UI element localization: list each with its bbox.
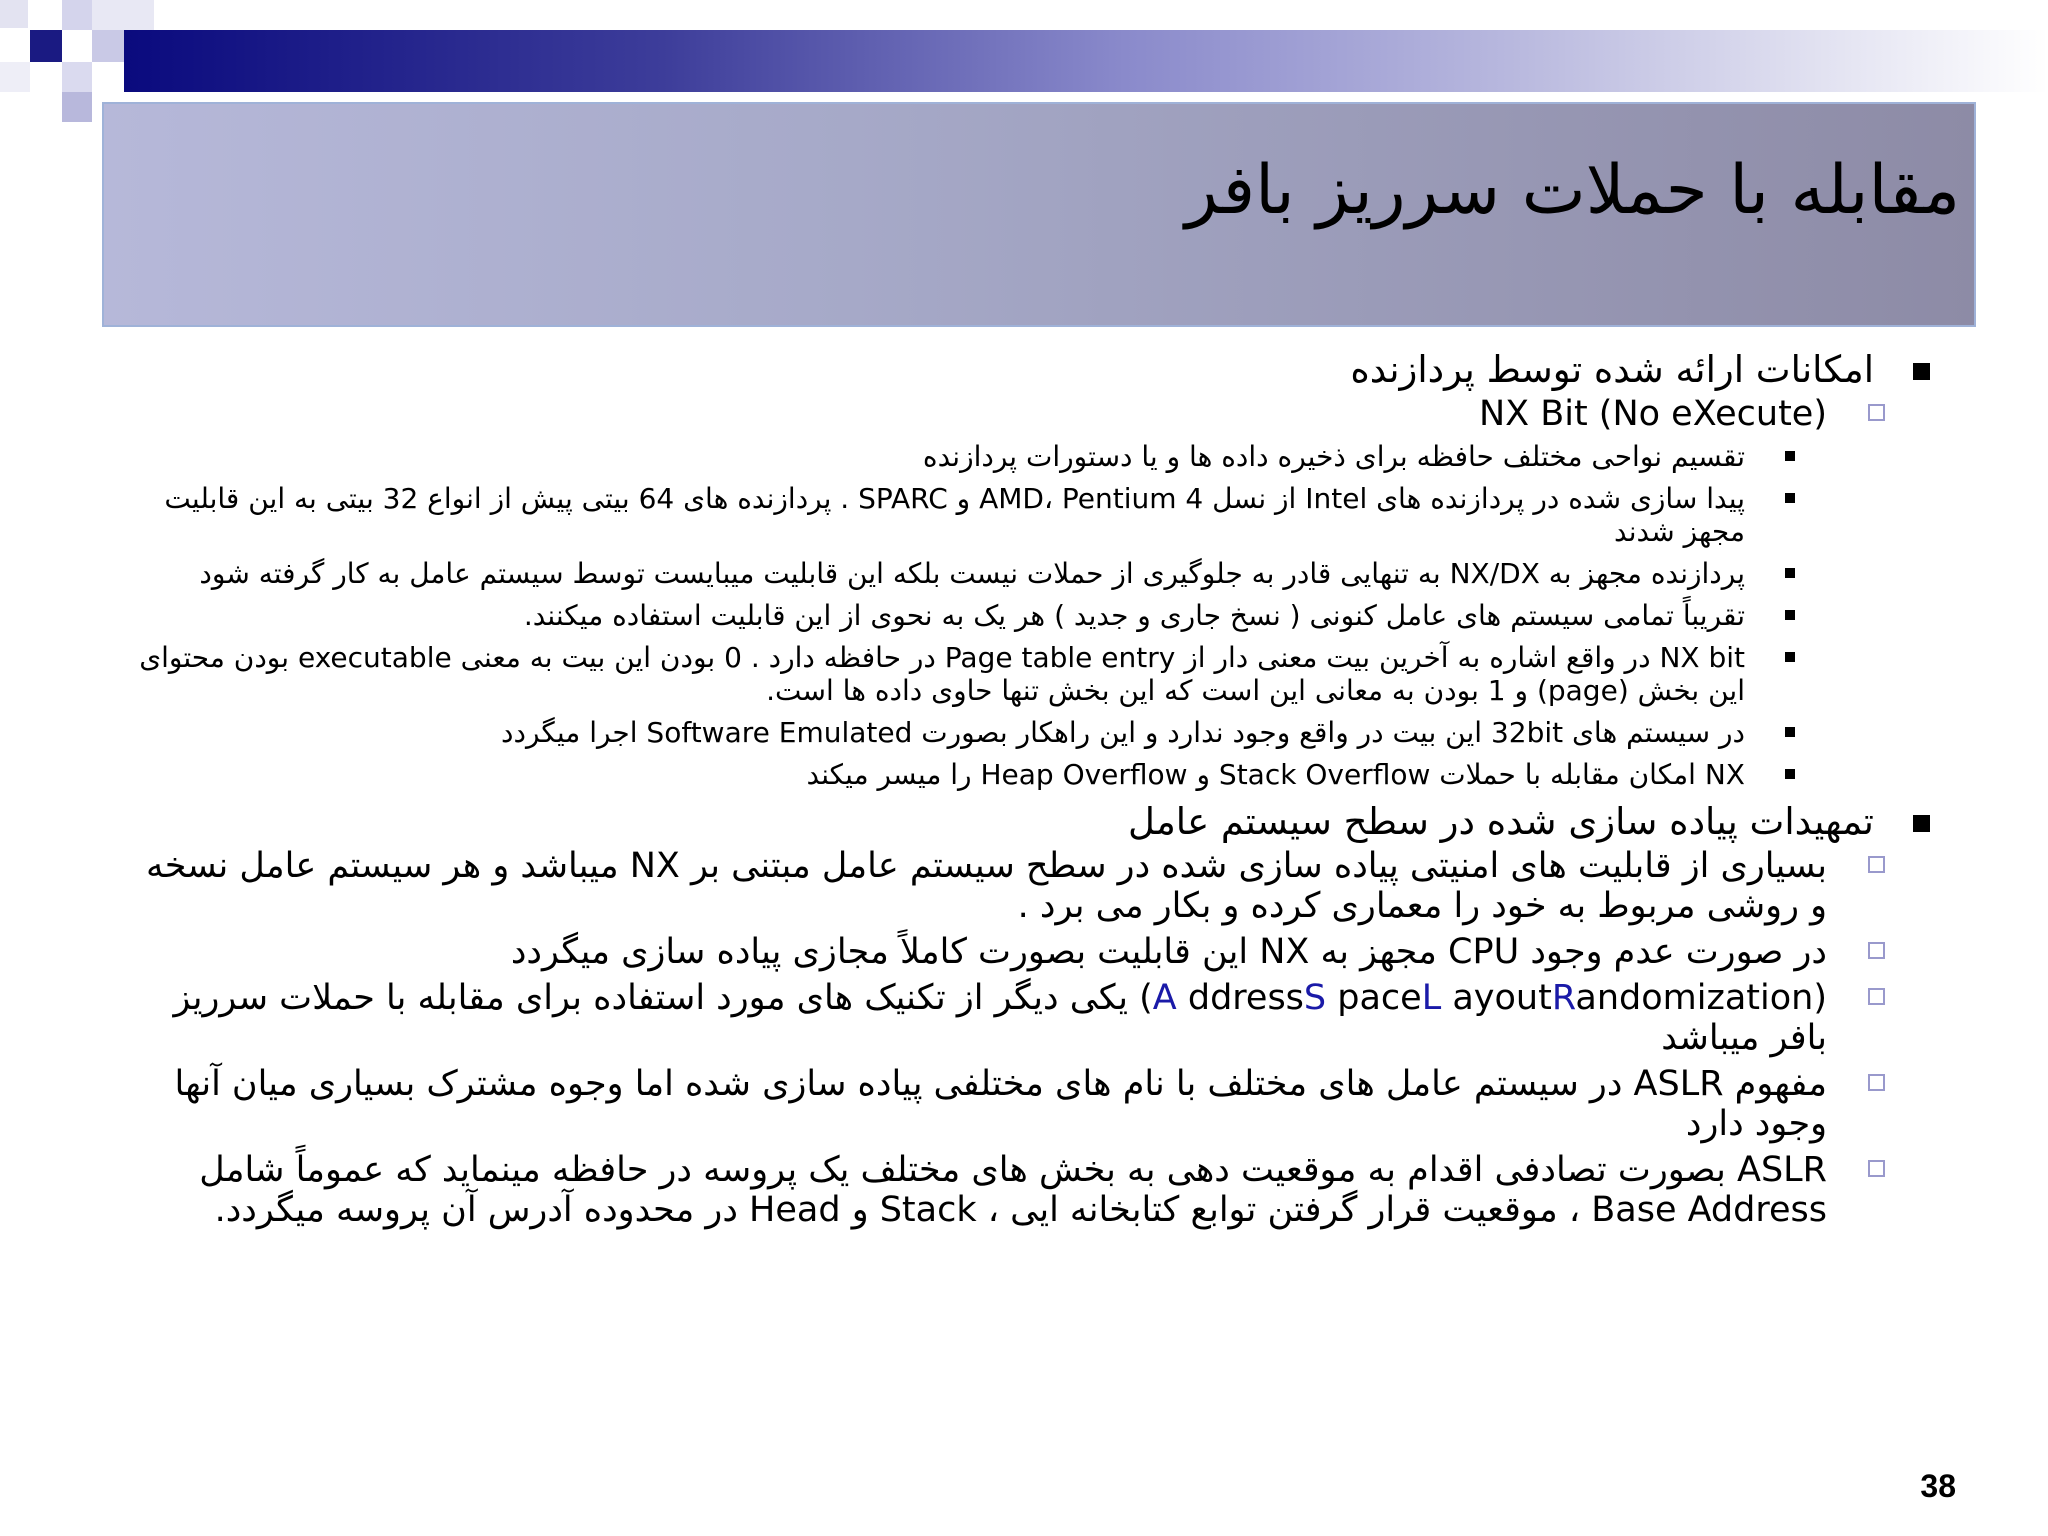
hollow-square-bullet-icon <box>1868 404 1885 421</box>
detail-text: پیدا سازی شده در پردازنده های Intel از نسل AMD، Pentium 4 و SPARC . پردازنده های 64 بیتی پیش از انواع 32 بیتی به این قابلیت مجهز شدند <box>164 482 1745 548</box>
slide-body <box>130 348 1930 1236</box>
aslr-acronym: (A ddressS paceL ayoutRandomization) <box>1139 978 1827 1018</box>
small-square-bullet-icon <box>1785 568 1795 578</box>
detail-item <box>130 716 1795 749</box>
nx-bit-label: (NX Bit (No eXecute <box>1478 394 1827 434</box>
hollow-square-bullet-icon <box>1868 1160 1885 1177</box>
hollow-square-bullet-icon <box>1868 942 1885 959</box>
small-square-bullet-icon <box>1785 727 1795 737</box>
slide-title: مقابله با حملات سرریز بافر <box>1185 151 1960 230</box>
detail-text: NX امکان مقابله با حملات Stack Overflow و Heap Overflow را میسر میکند <box>806 758 1745 791</box>
square-bullet-icon <box>1913 815 1930 832</box>
detail-text: پردازنده مجهز به NX/DX به تنهایی قادر به جلوگیری از حملات نیست بلکه این قابلیت میبایست توسط سیستم عامل به کار گرفته شود <box>199 557 1745 590</box>
section-heading: امکانات ارائه شده توسط پردازنده <box>1350 348 1874 391</box>
os-item-text: در صورت عدم وجود CPU مجهز به NX این قابلیت بصورت کاملاً مجازی پیاده سازی میگردد <box>510 932 1827 972</box>
aslr-item <box>130 978 1885 1058</box>
section-os-measures <box>130 800 1930 844</box>
detail-item <box>130 599 1795 632</box>
detail-text: در سیستم های 32bit این بیت در واقع وجود ندارد و این راهکار بصورت Software Emulated اجرا میگردد <box>501 716 1745 749</box>
detail-item <box>130 641 1795 707</box>
small-square-bullet-icon <box>1785 451 1795 461</box>
os-item-text: مفهوم ASLR در سیستم عامل های مختلف با نام های مختلفی پیاده سازی شده اما وجوه مشترک بسیاری میان آنها وجود دارد <box>174 1064 1827 1144</box>
os-item <box>130 932 1885 972</box>
os-item-text: بسیاری از قابلیت های امنیتی پیاده سازی شده در سطح سیستم عامل مبتنی بر NX میباشد و هر سیستم عامل نسخه و روشی مربوط به خود را معماری کرده و بکار می برد . <box>145 846 1827 926</box>
hollow-square-bullet-icon <box>1868 988 1885 1005</box>
detail-item <box>130 482 1795 548</box>
hollow-square-bullet-icon <box>1868 856 1885 873</box>
square-bullet-icon <box>1913 363 1930 380</box>
os-item-text: ASLR بصورت تصادفی اقدام به موقعیت دهی به بخش های مختلف یک پروسه در حافظه مینماید که عموماً شامل Base Address ، موقعیت قرار گرفتن توابع کتابخانه ایی ، Stack و Head در محدوده آدرس آن پروسه میگردد. <box>199 1150 1827 1230</box>
small-square-bullet-icon <box>1785 493 1795 503</box>
detail-text: تقریباً تمامی سیستم های عامل کنونی ( نسخ جاری و جدید ) هر یک به نحوی از این قابلیت استفاده میکنند. <box>523 599 1745 632</box>
header-gradient-bar <box>124 30 2048 92</box>
nx-bit-item <box>130 394 1885 434</box>
aslr-text <box>130 978 1827 1058</box>
os-item <box>130 1150 1885 1230</box>
section-processor-features <box>130 348 1930 392</box>
detail-text: NX bit در واقع اشاره به آخرین بیت معنی دار از Page table entry در حافظه دارد . 0 بودن این بیت به معنی executable بودن محتوای این بخش (page) و 1 بودن به معانی این است که این بخش تنها حاوی داده ها است. <box>139 641 1745 707</box>
detail-item <box>130 440 1795 473</box>
small-square-bullet-icon <box>1785 652 1795 662</box>
section-heading: تمهیدات پیاده سازی شده در سطح سیستم عامل <box>1127 800 1874 843</box>
page-number: 38 <box>1920 1468 1956 1504</box>
detail-item <box>130 758 1795 791</box>
os-item <box>130 1064 1885 1144</box>
detail-item <box>130 557 1795 590</box>
small-square-bullet-icon <box>1785 769 1795 779</box>
aslr-description: یکی دیگر از تکنیک های مورد استفاده برای مقابله با حملات سرریز بافر میباشد <box>173 978 1827 1058</box>
small-square-bullet-icon <box>1785 610 1795 620</box>
os-item <box>130 846 1885 926</box>
detail-text: تقسیم نواحی مختلف حافظه برای ذخیره داده ها و یا دستورات پردازنده <box>922 440 1745 473</box>
hollow-square-bullet-icon <box>1868 1074 1885 1091</box>
